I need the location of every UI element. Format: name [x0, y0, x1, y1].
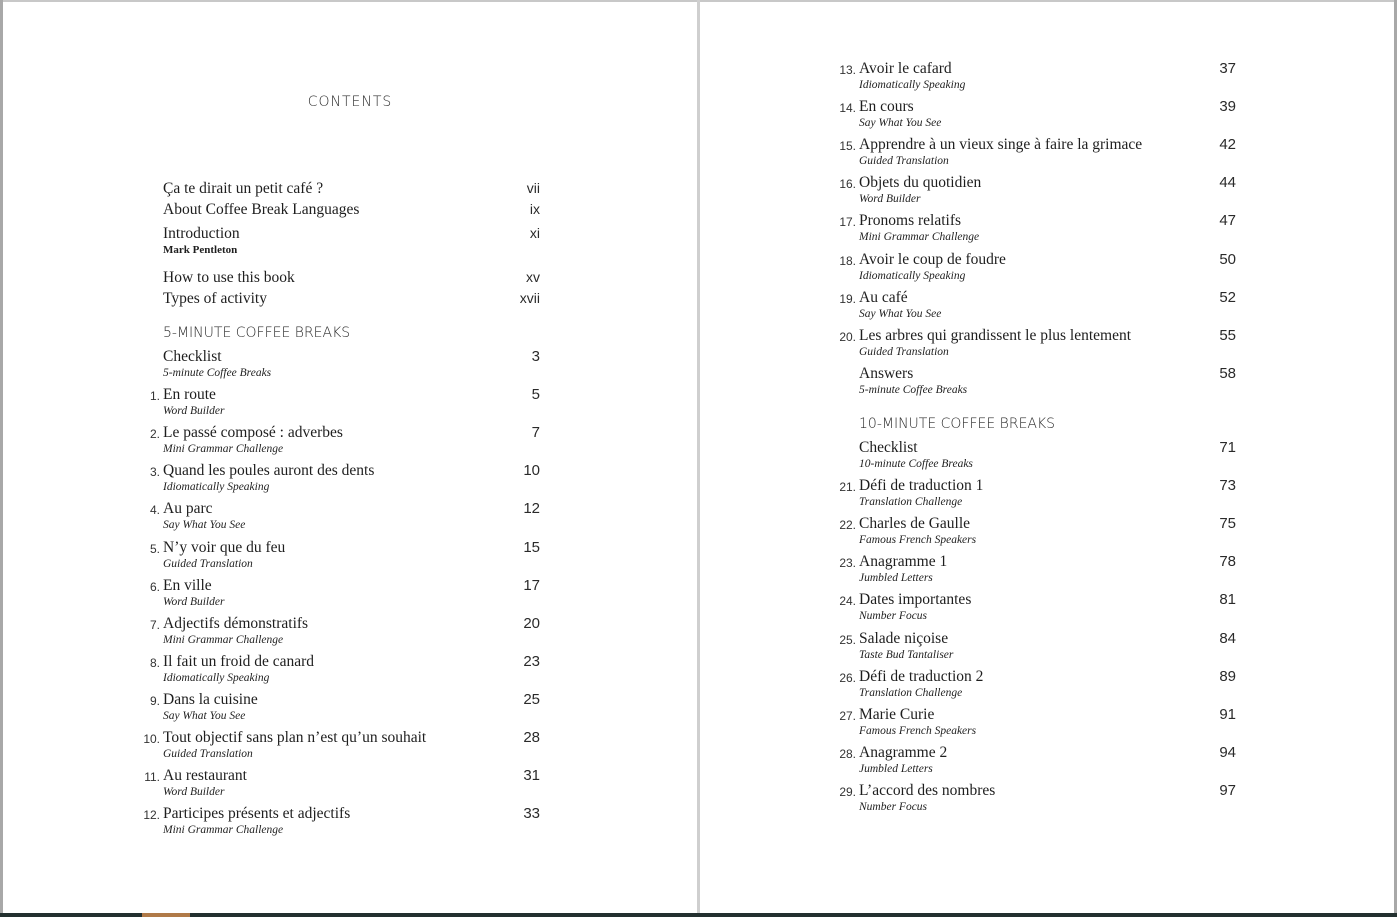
entry-page-number: 44: [1219, 174, 1236, 191]
toc-entry[interactable]: [839, 251, 1236, 289]
left-page: [3, 0, 697, 913]
entry-number: 12.: [143, 808, 160, 822]
entry-title[interactable]: Anagramme 2: [859, 744, 948, 761]
toc-entry[interactable]: [859, 439, 1236, 477]
entry-subtitle: Guided Translation: [163, 748, 253, 760]
entry-page-number: 81: [1219, 591, 1236, 608]
entry-title[interactable]: Anagramme 1: [859, 553, 948, 570]
toc-entry[interactable]: [839, 212, 1236, 250]
entry-subtitle: Famous French Speakers: [859, 725, 977, 737]
toc-entry[interactable]: [839, 477, 1236, 515]
entry-subtitle: Word Builder: [163, 786, 225, 798]
entry-page-number: 89: [1219, 668, 1236, 685]
toc-entry[interactable]: [839, 289, 1236, 327]
entry-number: 6.: [149, 580, 160, 594]
entry-page-number: 75: [1219, 515, 1236, 532]
entry-page-number: vii: [526, 180, 540, 196]
entry-title[interactable]: En ville: [163, 577, 212, 594]
entry-subtitle: Say What You See: [859, 117, 942, 129]
entry-title[interactable]: Quand les poules auront des dents: [163, 462, 375, 479]
entry-subtitle: Idiomatically Speaking: [859, 270, 966, 282]
entry-number: 5.: [149, 542, 160, 556]
entry-page-number: 91: [1219, 706, 1236, 723]
toc-entry[interactable]: [839, 327, 1236, 365]
entry-title[interactable]: Types of activity: [163, 290, 267, 307]
entry-title[interactable]: Answers: [859, 365, 914, 382]
entry-subtitle: Idiomatically Speaking: [163, 672, 270, 684]
entry-page-number: 84: [1219, 630, 1236, 647]
entry-page-number: 15: [523, 539, 540, 556]
section-heading: 5-MINUTE COFFEE BREAKS: [163, 325, 351, 341]
entry-number: 26.: [839, 671, 856, 685]
toc-entry[interactable]: [149, 577, 540, 615]
entry-subtitle: Mini Grammar Challenge: [163, 824, 284, 836]
entry-subtitle: Number Focus: [859, 801, 928, 813]
entry-title[interactable]: Au restaurant: [163, 767, 247, 784]
entry-page-number: 78: [1219, 553, 1236, 570]
entry-title[interactable]: Marie Curie: [859, 706, 935, 723]
entry-number: 21.: [839, 480, 856, 494]
entry-number: 11.: [144, 770, 160, 784]
toc-entry[interactable]: [163, 225, 540, 263]
toc-entry[interactable]: [839, 98, 1236, 136]
toc-entry[interactable]: [149, 386, 540, 424]
entry-number: 24.: [839, 594, 856, 608]
entry-subtitle: Number Focus: [859, 610, 928, 622]
entry-title[interactable]: Checklist: [163, 348, 222, 365]
entry-number: 2.: [149, 427, 160, 441]
entry-number: 25.: [839, 633, 856, 647]
entry-number: 16.: [839, 177, 856, 191]
entry-title[interactable]: Adjectifs démonstratifs: [163, 615, 309, 632]
entry-title[interactable]: Participes présents et adjectifs: [163, 805, 351, 822]
entry-subtitle: 5-minute Coffee Breaks: [859, 384, 968, 396]
entry-page-number: 31: [523, 767, 540, 784]
entry-title[interactable]: Ça te dirait un petit café ?: [163, 180, 324, 197]
entry-subtitle: Guided Translation: [859, 155, 949, 167]
toc-entry[interactable]: [144, 767, 540, 805]
entry-number: 29.: [839, 785, 856, 799]
entry-title[interactable]: Charles de Gaulle: [859, 515, 971, 532]
toc-entry[interactable]: [839, 591, 1236, 629]
entry-page-number: 23: [523, 653, 540, 670]
entry-subtitle: 10-minute Coffee Breaks: [859, 458, 973, 470]
entry-title[interactable]: L’accord des nombres: [859, 782, 996, 799]
toc-entry[interactable]: [839, 136, 1236, 174]
entry-title[interactable]: Avoir le cafard: [859, 60, 952, 77]
entry-page-number: 37: [1219, 60, 1236, 77]
entry-page-number: 7: [531, 424, 540, 441]
entry-number: 4.: [149, 503, 160, 517]
entry-title[interactable]: Défi de traduction 1: [859, 477, 984, 494]
entry-title[interactable]: About Coffee Break Languages: [163, 201, 360, 218]
entry-page-number: xi: [529, 225, 540, 241]
entry-title[interactable]: Le passé composé : adverbes: [163, 424, 343, 441]
entry-number: 22.: [839, 518, 856, 532]
entry-subtitle: Word Builder: [163, 405, 225, 417]
entry-title[interactable]: En route: [163, 386, 216, 403]
entry-subtitle: Say What You See: [163, 519, 246, 531]
entry-page-number: 47: [1219, 212, 1236, 229]
toc-entry[interactable]: [163, 348, 540, 386]
entry-subtitle: Translation Challenge: [859, 687, 963, 699]
entry-page-number: 58: [1219, 365, 1236, 382]
entry-page-number: 20: [523, 615, 540, 632]
toc-entry[interactable]: [839, 706, 1236, 744]
toc-entry[interactable]: [149, 462, 540, 500]
entry-number: 19.: [839, 292, 856, 306]
toc-entry[interactable]: [149, 500, 540, 538]
toc-entry[interactable]: [839, 782, 1236, 820]
entry-subtitle: Word Builder: [859, 193, 921, 205]
entry-page-number: xv: [526, 269, 540, 285]
entry-title[interactable]: Dans la cuisine: [163, 691, 258, 708]
entry-number: 23.: [839, 556, 856, 570]
entry-subtitle: Translation Challenge: [859, 496, 963, 508]
entry-title[interactable]: Il fait un froid de canard: [163, 653, 315, 670]
entry-subtitle: Taste Bud Tantaliser: [859, 649, 954, 661]
entry-subtitle: Guided Translation: [859, 346, 949, 358]
entry-number: 18.: [839, 254, 856, 268]
entry-subtitle: 5-minute Coffee Breaks: [163, 367, 272, 379]
right-page: [700, 0, 1394, 913]
entry-page-number: 52: [1219, 289, 1236, 306]
entry-page-number: xvii: [519, 290, 540, 306]
toc-entry[interactable]: [143, 729, 540, 767]
entry-page-number: 39: [1219, 98, 1236, 115]
toc-entry[interactable]: [839, 174, 1236, 212]
entry-number: 20.: [839, 330, 856, 344]
entry-title[interactable]: En cours: [859, 98, 914, 115]
entry-title[interactable]: Au café: [859, 289, 908, 306]
entry-page-number: 33: [523, 805, 540, 822]
toc-entry[interactable]: [839, 630, 1236, 668]
entry-title[interactable]: How to use this book: [163, 269, 295, 286]
toc-entry[interactable]: [839, 60, 1236, 98]
entry-title[interactable]: Les arbres qui grandissent le plus lentement: [859, 327, 1132, 344]
entry-page-number: 71: [1219, 439, 1236, 456]
toc-entry[interactable]: [839, 553, 1236, 591]
entry-page-number: 73: [1219, 477, 1236, 494]
entry-title[interactable]: Introduction: [163, 225, 240, 242]
entry-subtitle: Mark Pentleton: [163, 244, 238, 256]
entry-title[interactable]: Dates importantes: [859, 591, 972, 608]
entry-number: 14.: [839, 101, 856, 115]
entry-title[interactable]: Pronoms relatifs: [859, 212, 962, 229]
entry-title[interactable]: Salade niçoise: [859, 630, 949, 647]
entry-number: 15.: [839, 139, 856, 153]
entry-number: 1.: [149, 389, 160, 403]
taskbar-active-item: [142, 913, 190, 917]
toc-entry[interactable]: [839, 744, 1236, 782]
entry-subtitle: Mini Grammar Challenge: [163, 634, 284, 646]
entry-subtitle: Idiomatically Speaking: [859, 79, 966, 91]
entry-number: 28.: [839, 747, 856, 761]
toc-entry[interactable]: [149, 615, 540, 653]
entry-page-number: 94: [1219, 744, 1236, 761]
entry-subtitle: Say What You See: [163, 710, 246, 722]
entry-subtitle: Jumbled Letters: [859, 763, 933, 775]
entry-title[interactable]: Tout objectif sans plan n’est qu’un souhait: [163, 729, 427, 746]
toc-entry[interactable]: [143, 805, 540, 843]
taskbar-strip: [0, 913, 1397, 917]
toc-entry[interactable]: [163, 290, 540, 328]
toc-entry[interactable]: [149, 539, 540, 577]
entry-page-number: ix: [529, 201, 540, 217]
entry-title[interactable]: Au parc: [163, 500, 213, 517]
entry-number: 27.: [839, 709, 856, 723]
entry-page-number: 5: [531, 386, 540, 403]
entry-subtitle: Famous French Speakers: [859, 534, 977, 546]
entry-subtitle: Guided Translation: [163, 558, 253, 570]
toc-entry[interactable]: [149, 691, 540, 729]
entry-number: 17.: [839, 215, 856, 229]
entry-title[interactable]: Objets du quotidien: [859, 174, 982, 191]
entry-subtitle: Say What You See: [859, 308, 942, 320]
entry-subtitle: Mini Grammar Challenge: [859, 231, 980, 243]
toc-entry[interactable]: [839, 668, 1236, 706]
entry-number: 9.: [149, 694, 160, 708]
toc-entry[interactable]: [149, 424, 540, 462]
entry-page-number: 3: [531, 348, 540, 365]
entry-page-number: 28: [523, 729, 540, 746]
entry-subtitle: Mini Grammar Challenge: [163, 443, 284, 455]
entry-page-number: 55: [1219, 327, 1236, 344]
toc-entry[interactable]: [149, 653, 540, 691]
entry-number: 10.: [143, 732, 160, 746]
entry-page-number: 10: [523, 462, 540, 479]
entry-title[interactable]: Apprendre à un vieux singe à faire la grimace: [859, 136, 1143, 153]
entry-subtitle: Jumbled Letters: [859, 572, 933, 584]
page-title: CONTENTS: [307, 94, 393, 110]
entry-page-number: 25: [523, 691, 540, 708]
section-heading: 10-MINUTE COFFEE BREAKS: [859, 416, 1056, 432]
entry-title[interactable]: Défi de traduction 2: [859, 668, 984, 685]
entry-number: 8.: [149, 656, 160, 670]
entry-page-number: 50: [1219, 251, 1236, 268]
entry-page-number: 97: [1219, 782, 1236, 799]
entry-page-number: 17: [523, 577, 540, 594]
entry-title[interactable]: Checklist: [859, 439, 918, 456]
entry-number: 13.: [839, 63, 856, 77]
entry-number: 3.: [149, 465, 160, 479]
entry-title[interactable]: Avoir le coup de foudre: [859, 251, 1006, 268]
entry-number: 7.: [149, 618, 160, 632]
entry-page-number: 42: [1219, 136, 1236, 153]
entry-page-number: 12: [523, 500, 540, 517]
entry-subtitle: Idiomatically Speaking: [163, 481, 270, 493]
toc-entry[interactable]: [839, 515, 1236, 553]
toc-entry[interactable]: [859, 365, 1236, 403]
entry-title[interactable]: N’y voir que du feu: [163, 539, 286, 556]
entry-subtitle: Word Builder: [163, 596, 225, 608]
